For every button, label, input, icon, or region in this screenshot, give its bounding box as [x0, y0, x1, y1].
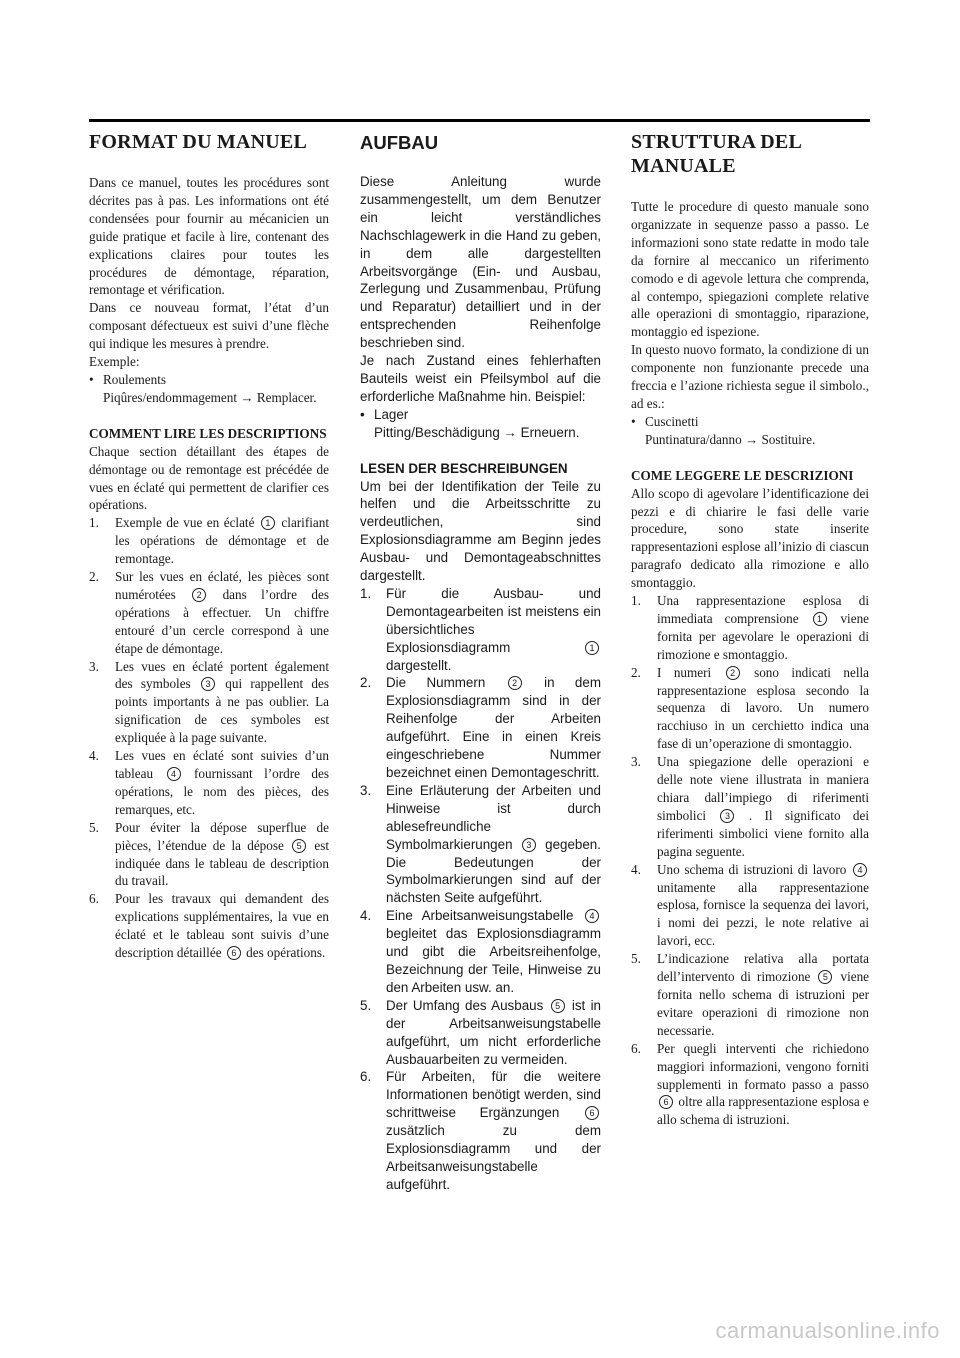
item-number: 6. [89, 891, 99, 907]
list-item [89, 747, 329, 819]
item-text-before: Per quegli interventi che richiedono maggiori informazioni, vengono forniti supplementi in formato passo a passo [657, 1040, 869, 1092]
item-text [657, 753, 869, 860]
list-item [360, 997, 601, 1069]
item-text [386, 1068, 601, 1193]
list-item [360, 782, 601, 907]
list-item [89, 819, 329, 891]
circled-reference-number: 5 [292, 839, 306, 853]
item-number: 4. [89, 748, 99, 764]
item-text [115, 514, 329, 568]
item-text [115, 658, 329, 748]
circled-reference-number: 6 [659, 1095, 673, 1109]
item-text-before: Für die Ausbau- und Demontagearbeiten ist meistens ein übersichtliches Explosionsdiagramm [386, 585, 601, 655]
item-text [657, 950, 869, 1040]
french-bullet-detail: Piqûres/endommagement → Remplacer. [103, 389, 317, 405]
item-text-after: viene fornita nello schema di istruzioni per evitare operazioni di rimozione non necessarie. [657, 969, 870, 1038]
list-item [631, 664, 869, 754]
italian-subtitle: COME LEGGERE LE DESCRIZIONI [631, 467, 854, 483]
column-french [89, 122, 329, 962]
french-title: FORMAT DU MANUEL [89, 131, 308, 153]
list-item [631, 592, 869, 664]
german-bullet: • Lager [360, 406, 409, 422]
italian-bullet-text: Cuscinetti [645, 413, 699, 429]
item-number: 6. [360, 1069, 372, 1085]
item-text-before: Eine Arbeitsanweisungstabelle [386, 908, 574, 924]
italian-title: STRUTTURA DEL MANUALE [631, 131, 801, 177]
item-text-after: des opérations. [246, 945, 326, 961]
german-subtitle: LESEN DER BESCHREIBUNGEN [360, 460, 568, 476]
item-text-after: . Il significato dei riferimenti simbolici viene fornito alla pagina seguente. [657, 807, 870, 859]
item-text-after: zusätzlich zu dem Explosionsdiagramm und der Arbeitsanweisungstabelle aufgeführt. [386, 1123, 601, 1192]
list-item [89, 514, 329, 568]
item-number: 3. [631, 754, 641, 770]
circled-reference-number: 2 [508, 676, 522, 690]
item-text [386, 997, 601, 1069]
list-item [360, 1068, 601, 1193]
german-bullet-text: Lager [374, 406, 409, 422]
french-intro: Dans ce manuel, toutes les procédures sont décrites pas à pas. Les informations ont été condensées pour fournir au mécanicien un guide pratique et facile à lire, contenant des explications claires pour toutes les procédures de démontage, réparation, remontage et vérification. [89, 175, 329, 298]
item-text [657, 664, 869, 754]
item-text-before: Für Arbeiten, für die weitere Informationen benötigt werden, sind schrittweise Ergänzungen [386, 1069, 601, 1121]
item-text-before: Pour les travaux qui demandent des explications supplémentaires, la vue en éclaté et le tableau sont suivis d’une description détaillée [115, 891, 329, 961]
item-text-after: clarifiant les opérations de démontage et de remontage. [115, 515, 330, 567]
item-text [657, 1040, 869, 1130]
item-text-after: viene fornita per agevolare le operazioni di rimozione e smontaggio. [657, 610, 870, 662]
item-text-before: Der Umfang des Ausbaus [386, 997, 544, 1013]
german-format-text: Je nach Zustand eines fehlerhaften Bauteils weist ein Pfeilsymbol auf die erforderliche Maßnahme hin. Beispiel: [360, 353, 601, 404]
german-title: AUFBAU [360, 132, 439, 153]
item-text-before: Eine Erläuterung der Arbeiten und Hinweise ist durch ablesefreundliche Symbolmarkierungen [386, 782, 601, 852]
item-number: 4. [360, 908, 372, 924]
circled-reference-number: 1 [261, 516, 275, 530]
german-bullet-detail: Pitting/Beschädigung → Erneuern. [374, 424, 580, 440]
circled-reference-number: 3 [720, 809, 734, 823]
item-number: 2. [360, 675, 372, 691]
item-text [115, 819, 329, 891]
circled-reference-number: 1 [813, 612, 827, 626]
circled-reference-number: 4 [853, 863, 867, 877]
column-german [360, 122, 601, 1194]
french-description: Chaque section détaillant des étapes de démontage ou de remontage est précédée de vues en éclaté qui permettent de clarifier ces opérations. [89, 443, 329, 513]
item-text-before: Una rappresentazione esplosa di immediata comprensione [657, 593, 869, 626]
german-steps-list [360, 585, 601, 1194]
italian-intro: Tutte le procedure di questo manuale sono organizzate in sequenze passo a passo. Le informazioni sono state redatte in modo tale da fornire al meccanico un riferimento comodo e di agevole lettura che comprenda, al contempo, spiegazioni complete relative alle operazioni di smontaggio, riparazione, montaggio ed ispezione. [631, 199, 869, 340]
list-item [360, 907, 601, 997]
item-text-after: in dem Explosionsdiagramm sind in der Reihenfolge der Arbeiten aufgeführt. Eine in einen Kreis eingeschriebene Nummer bezeichnet einen Demontageschritt. [386, 675, 601, 780]
list-item [89, 568, 329, 658]
item-number: 2. [89, 569, 99, 585]
list-item [631, 950, 869, 1040]
item-text [115, 890, 329, 962]
list-item [89, 658, 329, 748]
item-number: 5. [360, 997, 372, 1013]
item-text-after: unitamente alla rappresentazione esplosa, fornisce la sequenza dei lavori, i nomi dei pezzi, le note relative ai lavori, ecc. [657, 879, 869, 949]
item-text [386, 782, 601, 907]
item-text-before: L’indicazione relativa alla portata dell’intervento di rimozione [657, 951, 869, 985]
item-text-before: Sur les vues en éclaté, les pièces sont numérotées [115, 569, 329, 602]
item-text-before: I numeri [657, 664, 712, 680]
item-text-after: fournissant l’ordre des opérations, le nom des pièces, des remarques, etc. [115, 766, 330, 817]
item-number: 3. [89, 658, 99, 674]
german-description: Um bei der Identifikation der Teile zu helfen und die Arbeitsschritte zu verdeutlichen, sind Explosionsdiagramme am Beginn jedes Ausbau- und Demontageabschnittes dargestellt. [360, 478, 601, 584]
item-text-after: dans l’ordre des opérations à effectuer. Un chiffre entouré d’un cercle correspond à une étape de démontage. [115, 586, 329, 656]
item-text-before: Pour éviter la dépose superflue de pièces, l’étendue de la dépose [115, 819, 329, 853]
italian-description: Allo scopo di agevolare l’identificazione dei pezzi e di chiarire le fasi delle varie procedure, sono state inserite rappresentazioni esplose all’inizio di ciascun paragrafo dedicato alla rimozione e allo smontaggio. [631, 485, 869, 591]
item-text-before: Les vues en éclaté portent également des symboles [115, 658, 329, 692]
item-text-after: est indiquée dans le tableau de description du travail. [115, 837, 330, 889]
item-text-before: Exemple de vue en éclaté [115, 515, 255, 531]
item-text-after: begleitet das Explosionsdiagramm und gibt die Arbeitsreihenfolge, Bezeichnung der Teile, Hinweise zu den Arbeiten usw. an. [386, 926, 601, 995]
item-text [386, 585, 601, 675]
circled-reference-number: 2 [192, 588, 206, 602]
list-item [631, 1040, 869, 1130]
item-number: 5. [89, 819, 99, 835]
item-text-after: oltre alla rappresentazione esplosa e allo schema di istruzioni. [657, 1094, 869, 1128]
italian-bullet-detail: Puntinatura/danno → Sostituire. [645, 431, 816, 447]
column-italian [631, 122, 869, 1129]
item-text-before: Una spiegazione delle operazioni e delle note viene illustrata in maniera chiara dall’impiego di riferimenti simbolici [657, 754, 869, 823]
watermark: carmanualsonline.info [715, 1318, 940, 1343]
item-text-after: qui rappellent des points importants à ne pas oublier. La signification de ces symboles est expliquée à la page suivante. [115, 676, 330, 746]
french-steps-list [89, 514, 329, 962]
italian-format-text: In questo nuovo formato, la condizione di un componente non funzionante precede una freccia e l’azione richiesta segue il simbolo., ad es.: [631, 342, 869, 411]
item-text [386, 907, 601, 997]
list-item [360, 674, 601, 781]
item-number: 1. [631, 593, 641, 609]
item-number: 1. [360, 585, 372, 601]
circled-reference-number: 4 [585, 909, 599, 923]
list-item [89, 890, 329, 962]
item-number: 6. [631, 1040, 641, 1056]
item-text-after: gegeben. Die Bedeutungen der Symbolmarkierungen sind auf der nächsten Seite aufgeführt. [386, 836, 601, 906]
item-number: 3. [360, 782, 372, 798]
item-text-before: Die Nummern [386, 675, 486, 691]
circled-reference-number: 5 [551, 999, 565, 1013]
item-text-after: dargestellt. [386, 657, 452, 673]
item-text [657, 861, 869, 951]
item-number: 2. [631, 664, 641, 680]
item-text [115, 568, 329, 658]
item-text-before: Uno schema di istruzioni di lavoro [657, 861, 847, 877]
french-format-text: Dans ce nouveau format, l’état d’un composant défectueux est suivi d’une flèche qui indique les mesures à prendre. [89, 300, 329, 352]
circled-reference-number: 3 [201, 677, 215, 691]
item-text-after: ist in der Arbeitsanweisungstabelle aufgeführt, um nicht erforderliche Ausbauarbeiten zu vermeiden. [386, 997, 601, 1067]
french-bullet: • Roulements [89, 371, 167, 387]
item-text [657, 592, 869, 664]
item-text [115, 747, 329, 819]
french-subtitle: COMMENT LIRE LES DESCRIPTIONS [89, 425, 327, 441]
circled-reference-number: 6 [585, 1106, 599, 1120]
italian-steps-list [631, 592, 869, 1129]
list-item [360, 585, 601, 675]
item-text [386, 674, 601, 781]
item-number: 5. [631, 951, 641, 967]
circled-reference-number: 5 [818, 970, 832, 984]
list-item [631, 753, 869, 860]
item-text-after: sono indicati nella rappresentazione esplosa secondo la sequenza di lavoro. Un numero racchiuso in un cerchietto indica una fase di un’operazione di smontaggio. [657, 664, 870, 752]
german-intro: Diese Anleitung wurde zusammengestellt, um dem Benutzer ein leicht verständliches Nachschlagewerk in die Hand zu geben, in dem alle dargestellten Arbeitsvorgänge (Ein- und Ausbau, Zerlegung und Zusammenbau, Prüfung und Reparatur) detailliert und in der entsprechenden Reihenfolge beschrieben sind. [360, 174, 601, 351]
list-item [631, 861, 869, 951]
circled-reference-number: 6 [227, 946, 241, 960]
item-number: 1. [89, 515, 99, 531]
french-bullet-text: Roulements [103, 371, 167, 387]
italian-bullet: • Cuscinetti [631, 413, 699, 429]
item-number: 4. [631, 861, 641, 877]
item-text-before: Les vues en éclaté sont suivies d’un tableau [115, 748, 329, 781]
french-example-label: Exemple: [89, 354, 140, 370]
circled-reference-number: 3 [522, 838, 536, 852]
circled-reference-number: 2 [726, 666, 740, 680]
circled-reference-number: 1 [585, 641, 599, 655]
circled-reference-number: 4 [167, 767, 181, 781]
